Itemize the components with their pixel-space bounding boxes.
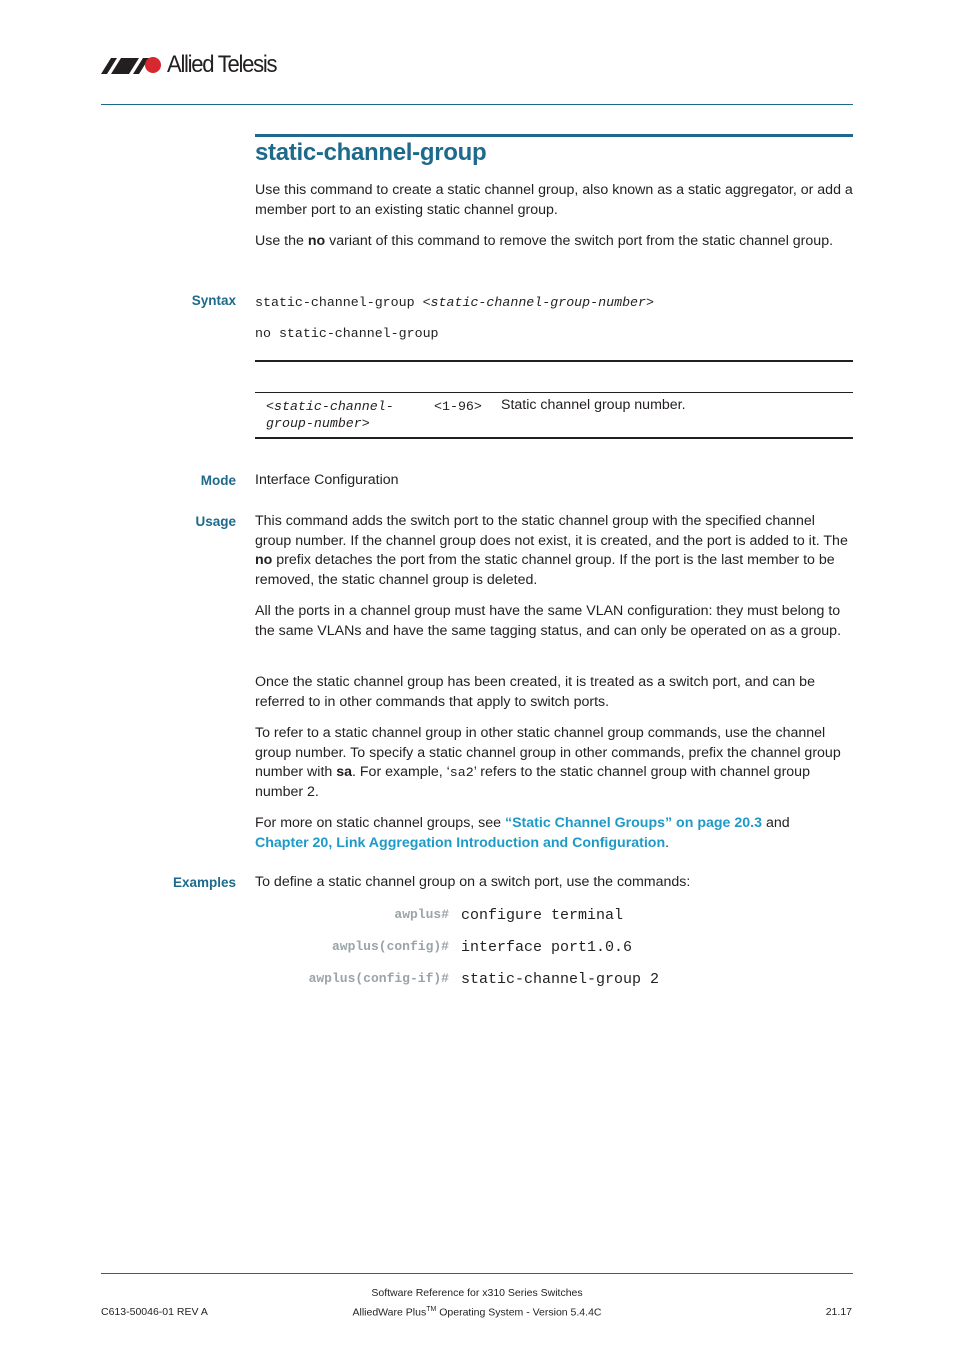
header-rule <box>101 104 853 105</box>
cli-prompt: awplus# <box>394 907 449 922</box>
cli-prompt: awplus(config-if)# <box>308 971 449 986</box>
logo-text: Allied Telesis <box>167 51 277 78</box>
brand-logo <box>101 52 286 78</box>
usage-paragraph-2: All the ports in a channel group must have the same VLAN configuration: they must belong to the same VLANs and have the same tagging status, and can only be operated on as a group. <box>255 603 842 639</box>
footer-page-number: 21.17 <box>825 1306 852 1318</box>
syntax-line-1: static-channel-group <static-channel-group-number> <box>255 295 654 310</box>
syntax-line-2: no static-channel-group <box>255 326 439 341</box>
cli-line <box>255 971 855 991</box>
title-bar <box>255 134 853 137</box>
usage-paragraph-1: This command adds the switch port to the static channel group with the specified channel group number. If the channel group does not exist, it is created, and the port is added to it. The no prefix detaches the port from the static channel group. If the port is the last member to be removed, the static channel group is deleted. <box>255 513 848 588</box>
usage-paragraph-5: For more on static channel groups, see “Static Channel Groups” on page 20.3 and Chapter 20, Link Aggregation Introduction and Configuration. <box>255 815 790 851</box>
examples-intro: To define a static channel group on a switch port, use the commands: <box>255 874 691 890</box>
table-top-rule <box>255 360 853 362</box>
cli-command: interface port1.0.6 <box>461 939 633 956</box>
examples-label: Examples <box>172 875 236 890</box>
table-header-rule <box>255 392 853 393</box>
cli-command: configure terminal <box>461 907 624 924</box>
page-title: static-channel-group <box>255 139 487 166</box>
allied-telesis-logo-icon <box>101 54 163 76</box>
intro-paragraph-2: Use the no variant of this command to remove the switch port from the static channel group. <box>255 233 834 249</box>
usage-paragraph-3: Once the static channel group has been created, it is treated as a switch port, and can be referred to in other commands that apply to switch ports. <box>255 674 815 710</box>
intro-paragraph-1: Use this command to create a static channel group, also known as a static aggregator, or add a member port to an existing static channel group. <box>255 182 853 218</box>
static-channel-groups-link[interactable]: “Static Channel Groups” on page 20.3 <box>505 815 763 831</box>
usage-paragraph-4: To refer to a static channel group in other static channel group commands, use the channel group number. To specify a static channel group in other commands, prefix the channel group number with sa. For example, ‘sa2’ refers to the static channel group with channel group number 2. <box>255 725 841 800</box>
param-range: <1-96> <box>434 399 482 414</box>
mode-value: Interface Configuration <box>255 472 399 488</box>
cli-line <box>255 939 855 959</box>
mode-label: Mode <box>200 473 236 488</box>
param-name: <static-channel- group-number> <box>266 399 394 431</box>
footer-os-version: AlliedWare Plus™ Operating System - Version 5.4.4C <box>352 1306 602 1319</box>
param-description: Static channel group number. <box>501 397 686 413</box>
chapter-20-link[interactable]: Chapter 20, Link Aggregation Introduction and Configuration <box>255 834 666 851</box>
footer-doc-id: C613-50046-01 REV A <box>101 1306 208 1318</box>
footer-title: Software Reference for x310 Series Switches <box>371 1287 583 1299</box>
usage-label: Usage <box>195 514 236 529</box>
cli-line <box>255 907 855 927</box>
table-bottom-rule <box>255 437 853 439</box>
cli-prompt: awplus(config)# <box>331 939 449 954</box>
footer-rule <box>101 1273 853 1274</box>
syntax-label: Syntax <box>191 293 236 308</box>
cli-command: static-channel-group 2 <box>461 971 660 988</box>
